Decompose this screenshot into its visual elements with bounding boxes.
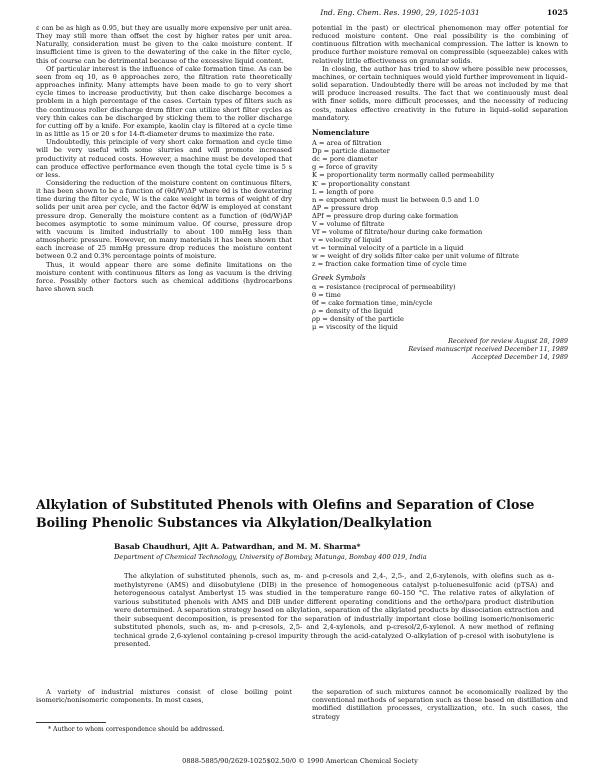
nomenclature-item: g = force of gravity bbox=[312, 163, 378, 172]
greek-symbol-item: μ = viscosity of the liquid bbox=[312, 323, 398, 332]
copyright-line: 0888-5885/90/2629-1025$02.50/0 © 1990 American Chemical Society bbox=[182, 757, 418, 765]
greek-symbol-item: θ = time bbox=[312, 290, 341, 299]
greek-symbols-list bbox=[312, 283, 568, 332]
left-paragraph-2: Of particular interest is the influence of cake formation time. As can be seen from eq 10, as θ approaches zero, the filtration rate theoretically approaches infinity. Many attempts have been made to go to very short cycle times to increase productivity, but then cake discharge becomes a problem in a high percentage of the cases. Certain types of filters such as the continuous roller discharge drum filter can utilize short filter cycles as very thin cakes can be discharged by sticking them to the roller discharge for cutting off by a knife. For example, kaolin clay is filtered at a cycle time in as little as 15 or 20 s for 14-ft-diameter drums to maximize the rate. bbox=[36, 64, 292, 139]
article-abstract: The alkylation of substituted phenols, such as, m- and p-cresols and 2,4-, 2,5-, and 2,6-xylenols, with olefins such as α-methylstyrene (AMS) and diisobutylene (DIB) in the presence of homogeneous catalyst p-toluenesulfonic acid (pTSA) and heterogeneous catalyst Amberlyst 15 was studied in the temperature range 60–150 °C. The relative rates of alkylation of various substituted phenols with AMS and DIB under different operating conditions and the ortho/para product distribution were determined. A separation strategy based on alkylation, separation of the alkylated products by dissociation extraction and their subsequent decomposition, is presented for the separation of industrially important close boiling isomeric/nonisomeric substituted phenols, such as, m- and p-cresols, 2,5- and 2,4-xylenols, and p-cresol/2,6-xylenol. A new method of refining technical grade 2,6-xylenol containing p-cresol impurity through the acid-catalyzed O-alkylation of p-cresol with isobutylene is presented. bbox=[114, 572, 554, 649]
intro-left-column: A variety of industrial mixtures consist of close boiling point isomeric/nonisomeric components. In most cases, bbox=[36, 688, 292, 705]
footnote-divider bbox=[36, 722, 106, 723]
article-authors: Basab Chaudhuri, Ajit A. Patwardhan, and M. M. Sharma* bbox=[114, 542, 361, 551]
greek-symbol-item: ρp = density of the particle bbox=[312, 315, 404, 324]
left-paragraph-1: ε can be as high as 0.95, but they are usually more expensive per unit area. They may still more than offset the cost by higher rates per unit area. Naturally, consideration must be given to the cake moisture content. If insufficient time is given to the dewatering of the cake in the filter cycle, this of course can be detrimental because of the excessive liquid content. bbox=[36, 24, 292, 65]
accepted-date: Accepted December 14, 1989 bbox=[472, 353, 568, 362]
nomenclature-item: v = velocity of liquid bbox=[312, 236, 382, 245]
nomenclature-item: A = area of filtration bbox=[312, 139, 382, 148]
nomenclature-item: dc = pore diameter bbox=[312, 155, 378, 164]
previous-article-right-column bbox=[312, 24, 568, 361]
intro-right-column: the separation of such mixtures cannot be economically realized by the conventional methods of separation such as those based on distillation and modified distillation processes, crystallization, etc. In such cases, the strategy bbox=[312, 688, 568, 721]
corresponding-author-footnote: * Author to whom correspondence should be addressed. bbox=[48, 726, 225, 733]
nomenclature-item: V = volume of filtrate bbox=[312, 219, 385, 228]
nomenclature-list bbox=[312, 139, 568, 269]
previous-article-left-column bbox=[36, 24, 292, 293]
nomenclature-item: vt = terminal velocity of a particle in a liquid bbox=[312, 244, 464, 253]
left-paragraph-3: Undoubtedly, this principle of very short cake formation and cycle time will be very useful with some slurries and will promote increased productivity at reduced costs. However, a machine must be developed that can produce effective performance even though the total cycle time is 5 s or less. bbox=[36, 138, 292, 179]
right-paragraph-1: potential in the past) or electrical phenomenon may offer potential for reduced moisture content. One real possibility is the combining of continuous filtration with mechanical compression. The latter is known to produce further moisture removal on compressible (squeezable) cakes with relatively little effectiveness on granular solids. bbox=[312, 24, 568, 65]
nomenclature-item: Vf = volume of filtrate/hour during cake formation bbox=[312, 228, 483, 237]
nomenclature-item: n = exponent which must lie between 0.5 and 1.0 bbox=[312, 195, 480, 204]
page-number: 1025 bbox=[546, 8, 568, 17]
article-affiliation: Department of Chemical Technology, University of Bombay, Matunga, Bombay 400 019, India bbox=[114, 553, 427, 561]
nomenclature-item: w = weight of dry solids filter cake per unit volume of filtrate bbox=[312, 252, 519, 261]
nomenclature-heading: Nomenclature bbox=[312, 127, 370, 137]
nomenclature-item: K = proportionality term normally called permeability bbox=[312, 171, 495, 180]
right-paragraph-2: In closing, the author has tried to show where possible new processes, machines, or certain techniques would yield further improvement in liquid–solid separation. Undoubtedly there will be areas not included by me that will produce increased results. The fact that we continuously must deal with finer solids, more difficult processes, and the necessity of reducing costs, makes effective creativity in the future in liquid–solid separation mandatory. bbox=[312, 64, 568, 122]
left-paragraph-4: Considering the reduction of the moisture content on continuous filters, it has been shown to be a function of (θd/W)ΔP where θd is the dewatering time during the filter cycle, W is the cake weight in terms of weight of dry solids per unit area per cycle, and the factor θd/W is employed at constant pressure drop. Generally the moisture content as a function of (θd/W)ΔP becomes asymptotic to some minimum value. Of course, pressure drop with vacuum is limited industrially to about 100 mmHg less than atmospheric pressure. However, on many materials it has been shown that each increase of 25 mmHg pressure drop reduces the moisture content between 0.2 and 0.3% percentage points of moisture. bbox=[36, 178, 292, 261]
greek-symbol-item: ρ = density of the liquid bbox=[312, 306, 393, 315]
nomenclature-item: L = length of pore bbox=[312, 187, 374, 196]
greek-symbol-item: θf = cake formation time, min/cycle bbox=[312, 298, 433, 307]
revised-date: Revised manuscript received December 11, 1989 bbox=[408, 345, 568, 354]
greek-symbol-item: α = resistance (reciprocal of permeability) bbox=[312, 282, 456, 291]
nomenclature-item: Dp = particle diameter bbox=[312, 147, 390, 156]
received-date: Received for review August 28, 1989 bbox=[448, 337, 568, 346]
nomenclature-item: ΔPf = pressure drop during cake formation bbox=[312, 211, 459, 220]
left-paragraph-5: Thus, it would appear there are some definite limitations on the moisture content with continuous filters as long as vacuum is the driving force. Possibly other factors such as chemical additions (hydrocarbons have shown such bbox=[36, 260, 292, 293]
journal-running-header: Ind. Eng. Chem. Res. 1990, 29, 1025-1031 bbox=[320, 8, 480, 17]
nomenclature-item: z = fraction cake formation time of cycle time bbox=[312, 260, 467, 269]
received-dates bbox=[312, 337, 568, 361]
greek-symbols-heading: Greek Symbols bbox=[312, 273, 366, 282]
nomenclature-item: K′ = proportionality constant bbox=[312, 179, 410, 188]
nomenclature-item: ΔP = pressure drop bbox=[312, 203, 379, 212]
article-title: Alkylation of Substituted Phenols with Olefins and Separation of Close Boiling Phenolic Substances via Alkylation/Dealkylation bbox=[36, 497, 535, 530]
